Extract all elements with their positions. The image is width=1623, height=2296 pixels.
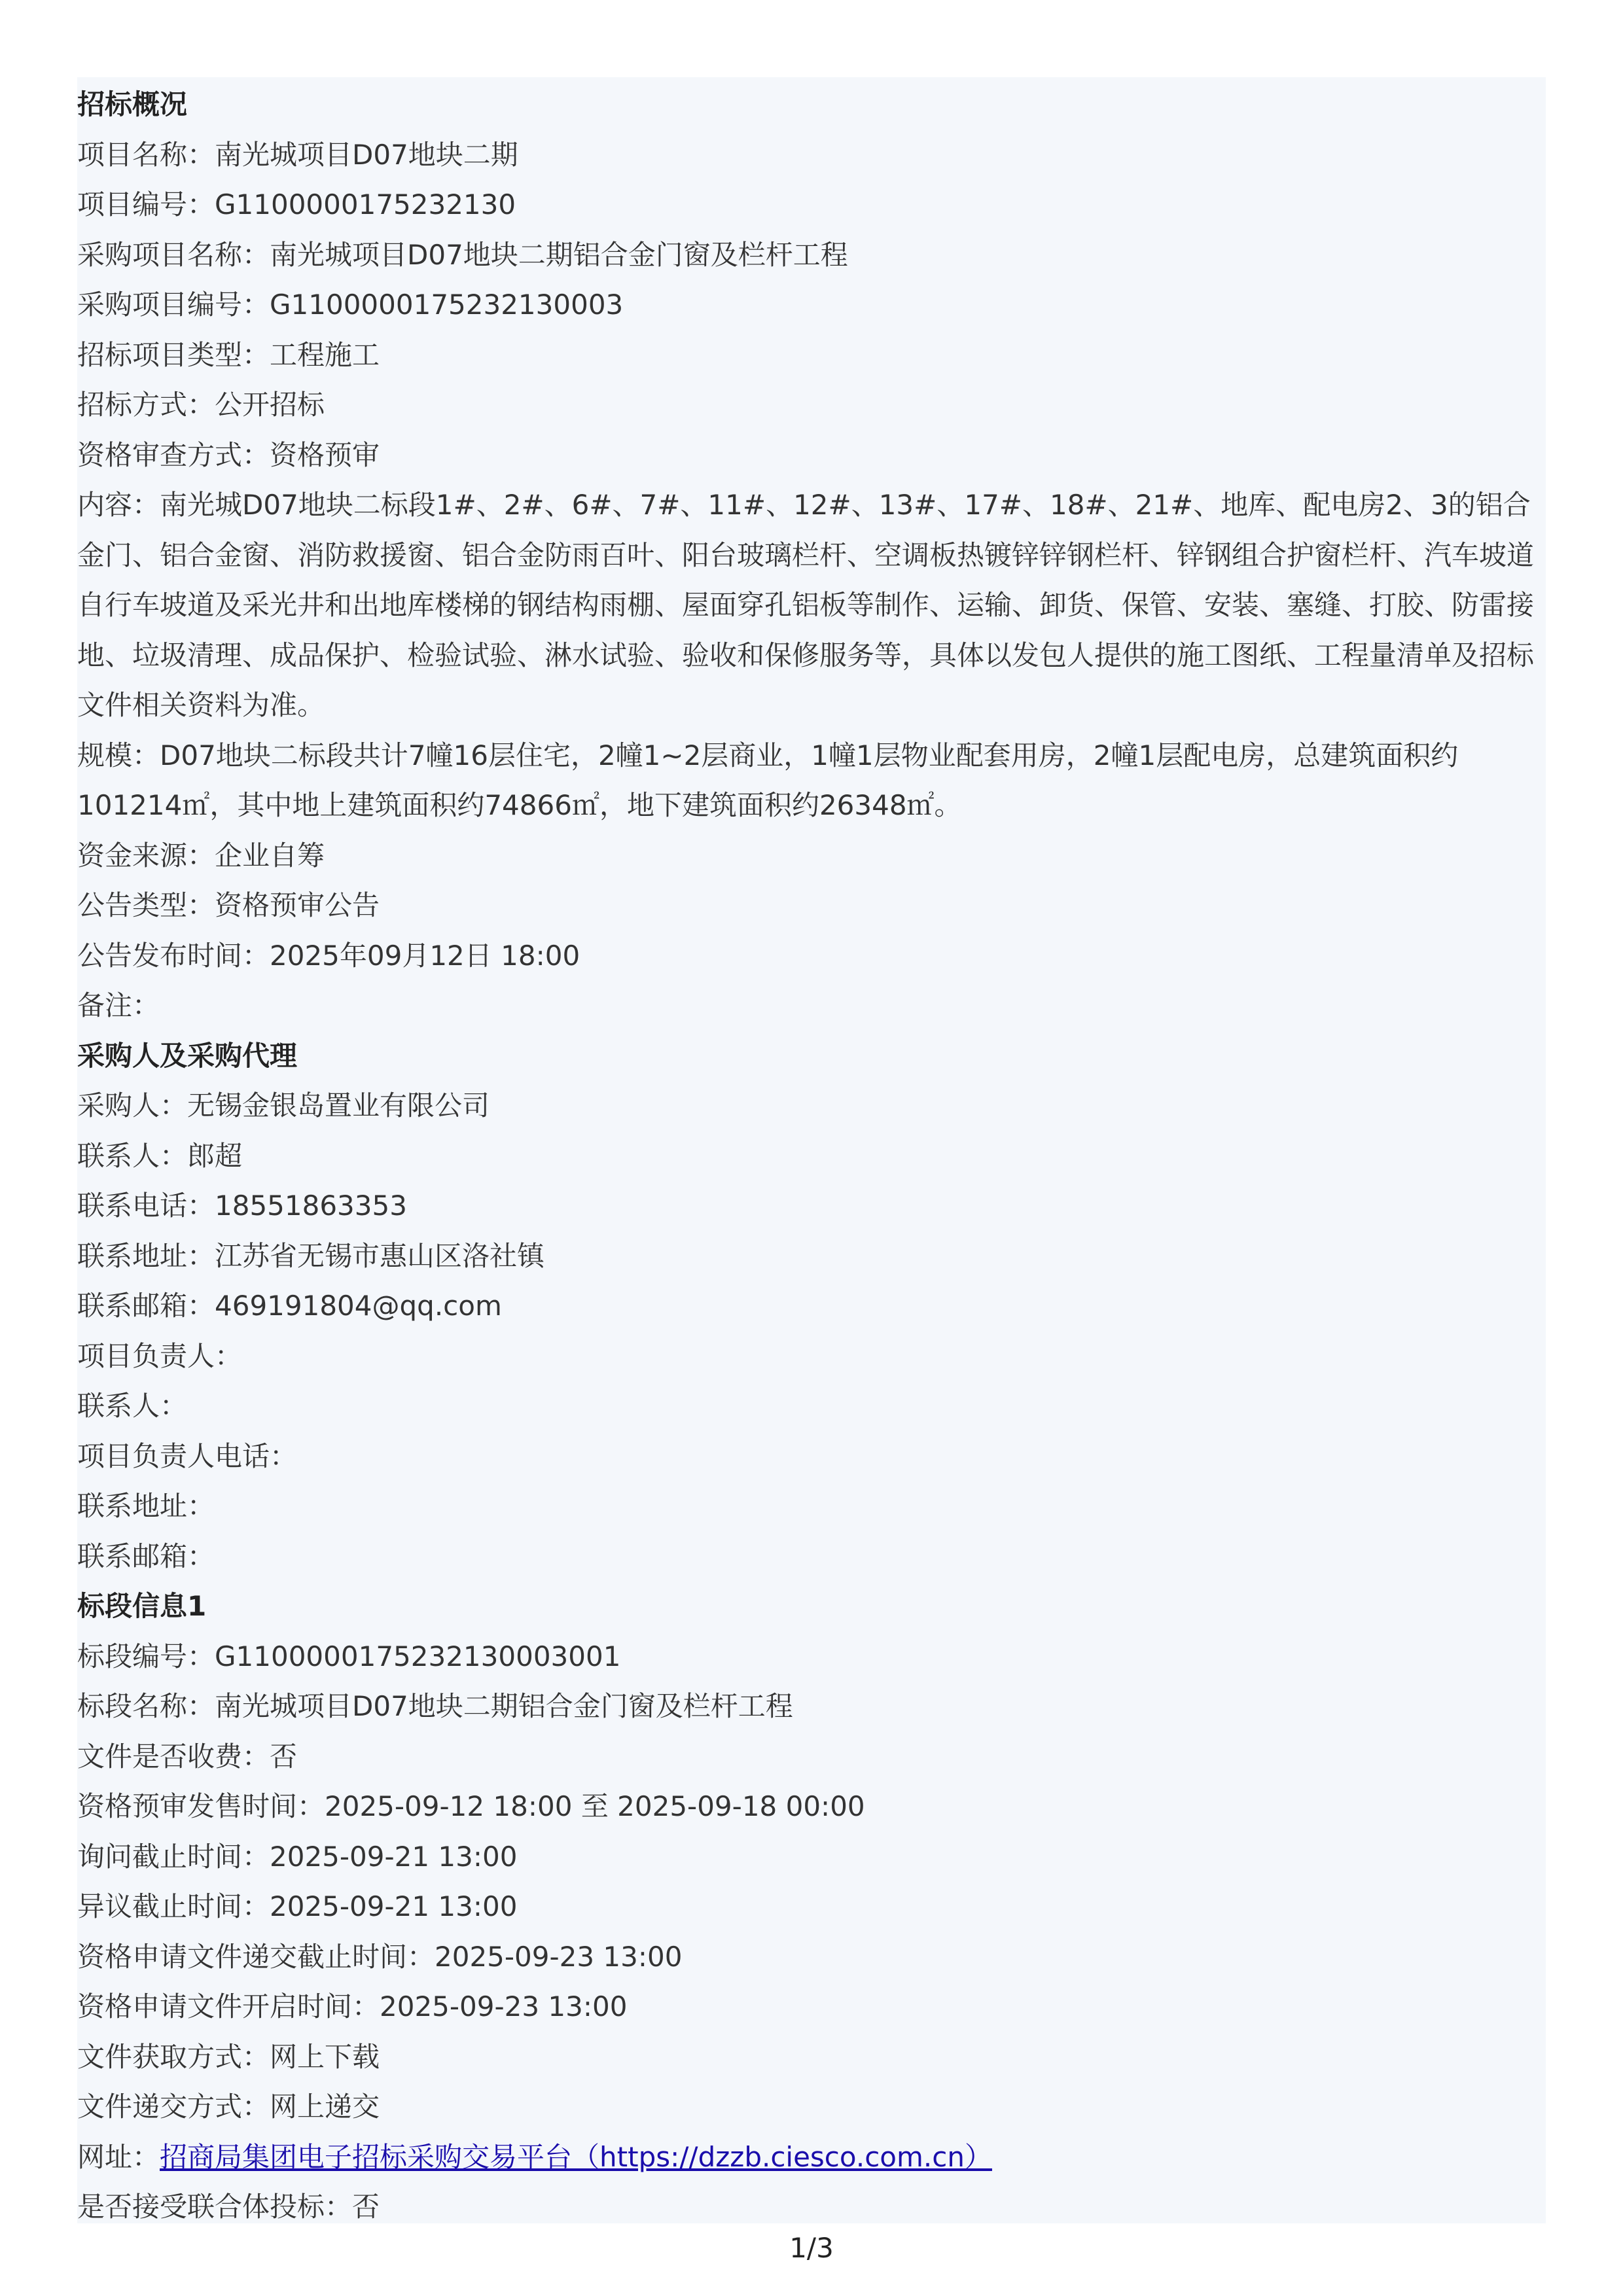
submission-deadline: 资格申请文件递交截止时间：2025-09-23 13:00 xyxy=(77,1940,683,1973)
document-body xyxy=(77,80,1546,2233)
purchaser-name: 采购人：无锡金银岛置业有限公司 xyxy=(77,1089,490,1122)
purchaser-phone: 联系电话：18551863353 xyxy=(77,1190,407,1222)
submit-method: 文件递交方式：网上递交 xyxy=(77,2091,380,2123)
consortium-bid: 是否接受联合体投标：否 xyxy=(77,2191,380,2223)
agent-email: 联系邮箱： xyxy=(77,1540,215,1572)
section-heading-overview: 招标概况 xyxy=(77,88,188,120)
objection-deadline: 异议截止时间：2025-09-21 13:00 xyxy=(77,1890,518,1922)
page-number: 1/3 xyxy=(789,2232,834,2264)
project-number: 项目编号：G1100000175232130 xyxy=(77,188,516,221)
purchase-project-number: 采购项目编号：G1100000175232130003 xyxy=(77,289,624,321)
remarks: 备注： xyxy=(77,989,160,1021)
obtain-method: 文件获取方式：网上下载 xyxy=(77,2040,380,2073)
purchaser-contact: 联系人：郎超 xyxy=(77,1139,243,1172)
lot-number: 标段编号：G1100000175232130003001 xyxy=(77,1640,621,1672)
publish-time: 公告发布时间：2025年09月12日 18:00 xyxy=(77,939,580,972)
website-row xyxy=(77,2132,1546,2183)
tender-project-type: 招标项目类型：工程施工 xyxy=(77,338,380,371)
platform-link[interactable]: 招商局集团电子招标采购交易平台（https://dzzb.ciesco.com.cn） xyxy=(160,2140,992,2173)
section-heading-lot: 标段信息1 xyxy=(77,1590,207,1622)
notice-type: 公告类型：资格预审公告 xyxy=(77,889,380,921)
purchaser-address: 联系地址：江苏省无锡市惠山区洛社镇 xyxy=(77,1239,545,1272)
agent-contact: 联系人： xyxy=(77,1390,188,1422)
document-fee: 文件是否收费：否 xyxy=(77,1740,298,1773)
tender-method: 招标方式：公开招标 xyxy=(77,389,325,421)
funding-source: 资金来源：企业自筹 xyxy=(77,839,325,872)
presale-time: 资格预审发售时间：2025-09-12 18:00 至 2025-09-18 00:00 xyxy=(77,1790,865,1822)
project-scale: 规模：D07地块二标段共计7幢16层住宅，2幢1~2层商业，1幢1层物业配套用房，2幢1层配电房，总建筑面积约101214㎡，其中地上建筑面积约74866㎡，地下建筑面积约26348㎡。 xyxy=(77,739,1459,821)
purchaser-email: 联系邮箱：469191804@qq.com xyxy=(77,1290,502,1322)
opening-time: 资格申请文件开启时间：2025-09-23 13:00 xyxy=(77,1990,628,2022)
project-name: 项目名称：南光城项目D07地块二期 xyxy=(77,138,518,171)
purchase-project-name: 采购项目名称：南光城项目D07地块二期铝合金门窗及栏杆工程 xyxy=(77,238,848,271)
section-heading-purchaser: 采购人及采购代理 xyxy=(77,1039,298,1072)
project-manager: 项目负责人： xyxy=(77,1339,243,1372)
website-label: 网址： xyxy=(77,2140,160,2173)
lot-name: 标段名称：南光城项目D07地块二期铝合金门窗及栏杆工程 xyxy=(77,1690,793,1722)
project-manager-phone: 项目负责人电话： xyxy=(77,1439,298,1472)
project-content: 内容：南光城D07地块二标段1#、2#、6#、7#、11#、12#、13#、17#、18#、21#、地库、配电房2、3的铝合金门、铝合金窗、消防救援窗、铝合金防雨百叶、阳台玻璃栏杆、空调板热镀锌锌钢栏杆、锌钢组合护窗栏杆、汽车坡道自行车坡道及采光井和出地库楼梯的钢结构雨棚、屋面穿孔铝板等制作、运输、卸货、保管、安装、塞缝、打胶、防雷接地、垃圾清理、成品保护、检验试验、淋水试验、验收和保修服务等，具体以发包人提供的施工图纸、工程量清单及招标文件相关资料为准。 xyxy=(77,489,1535,721)
inquiry-deadline: 询问截止时间：2025-09-21 13:00 xyxy=(77,1840,518,1873)
agent-address: 联系地址： xyxy=(77,1490,215,1522)
qualification-review-method: 资格审查方式：资格预审 xyxy=(77,438,380,471)
